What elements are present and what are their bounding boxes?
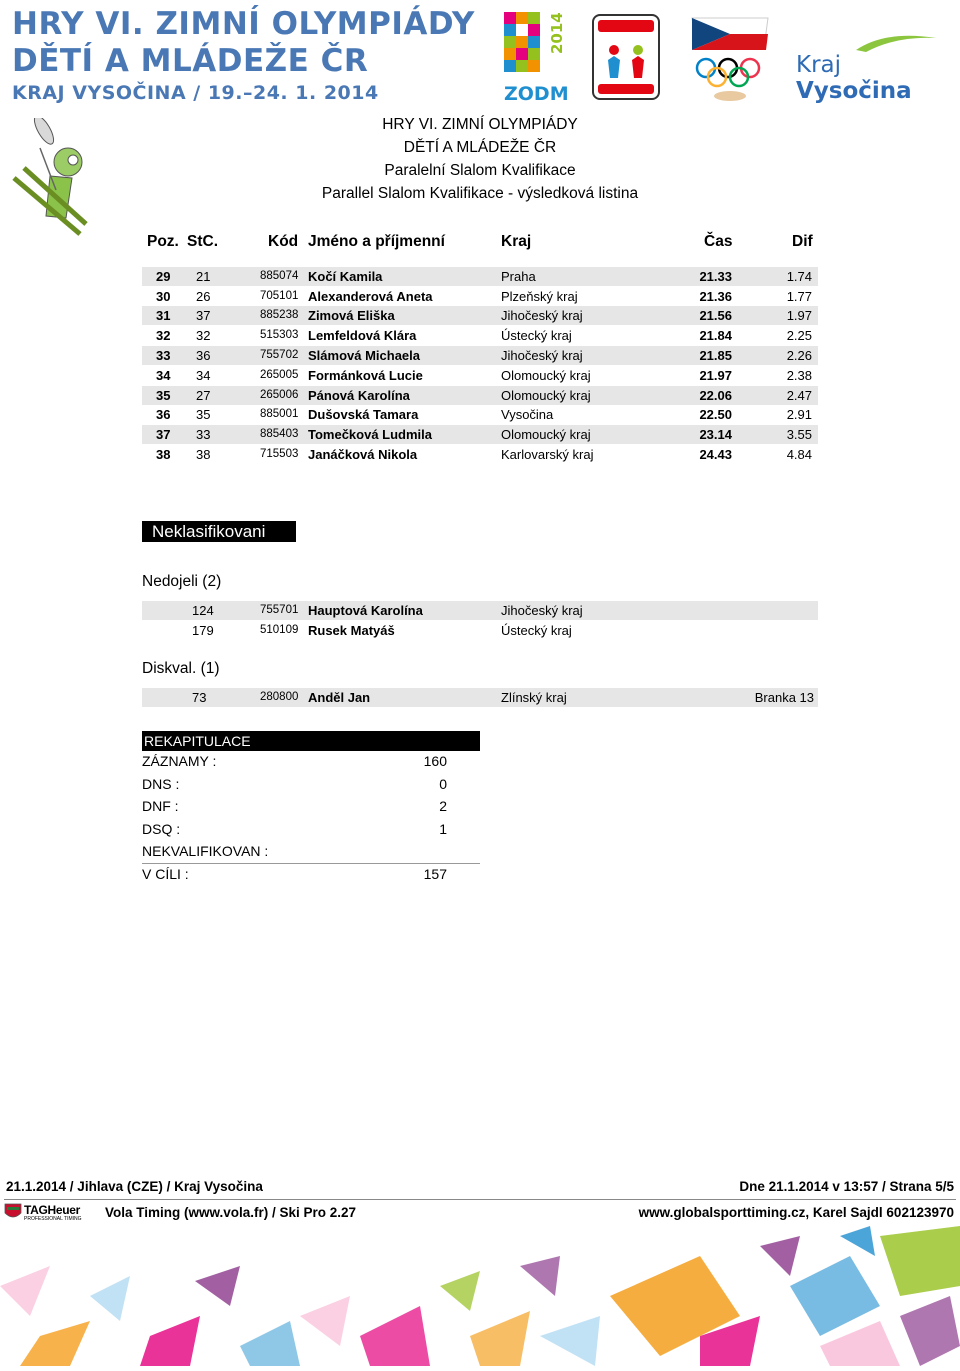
recap-value: 0 [439,776,447,792]
cell-stc: 32 [196,328,211,343]
col-header-kraj: Kraj [501,233,532,250]
dns-row [142,601,818,620]
recap-label: DSQ : [142,821,181,837]
cell-kraj: Olomoucký kraj [501,427,591,442]
olympiada-logo-icon [594,16,658,98]
cell-poz: 37 [156,427,171,442]
col-header-poz: Poz. [147,233,179,250]
cell-kraj: Jihočeský kraj [501,348,583,363]
cell-dif: 4.84 [786,447,812,462]
cell-kod: 885074 [260,270,299,282]
kraj-logo-text [796,52,960,104]
footer-date-page: Dne 21.1.2014 v 13:57 / Strana 5/5 [739,1179,954,1194]
cell-stc: 38 [196,447,211,462]
cell-stc: 21 [196,269,211,284]
cell-kod: 755701 [260,604,299,616]
tagheuer-logo [4,1203,100,1223]
decorative-pattern [0,1226,960,1366]
kraj-swoosh-icon [796,30,946,54]
cell-name: Pánová Karolína [308,388,410,403]
doc-title-line1: HRY VI. ZIMNÍ OLYMPIÁDY [382,116,578,133]
footer-timing-software: Vola Timing (www.vola.fr) / Ski Pro 2.27 [105,1205,357,1220]
cell-kod: 755702 [260,349,299,361]
cell-kraj: Olomoucký kraj [501,388,591,403]
zodm-logo [504,12,570,84]
cell-kraj: Jihočeský kraj [501,603,583,618]
doc-title-line3: Paralelní Slalom Kvalifikace [384,162,576,179]
doc-title-line2: DĚTÍ A MLÁDEŽE ČR [403,139,557,156]
dns-title: Nedojeli (2) [142,573,222,590]
cell-name: Kočí Kamila [308,269,383,284]
banner-title-line2: DĚTÍ A MLÁDEŽE ČR [12,43,369,79]
skiing-rabbit-icon [10,118,90,246]
cell-cas: 23.14 [699,427,732,442]
recap-label: DNF : [142,798,179,814]
cell-dif: 2.26 [786,348,812,363]
cell-cas: 21.85 [699,348,732,363]
recap-total-label: V CÍLI : [142,866,189,882]
decorative-diamonds [0,1226,960,1366]
tagheuer-sub: PROFESSIONAL TIMING [24,1216,82,1222]
table-row [142,425,818,444]
cell-poz: 32 [156,328,171,343]
cell-poz: 36 [156,407,171,422]
cell-note: Branka 13 [754,690,814,705]
cell-dif: 2.25 [786,328,812,343]
cell-kraj: Ústecký kraj [501,623,572,638]
cell-kraj: Jihočeský kraj [501,308,583,323]
cell-kraj: Vysočina [501,407,554,422]
cell-name: Janáčková Nikola [308,447,418,462]
zodm-year: 2014 [548,12,566,54]
cell-dif: 3.55 [786,427,812,442]
recap-value: 160 [423,753,447,769]
cell-kod: 515303 [260,329,299,341]
cell-kod: 885403 [260,428,299,440]
recap-label: ZÁZNAMY : [142,753,217,769]
cell-stc: 33 [196,427,211,442]
cell-stc: 34 [196,368,211,383]
dsq-title: Diskval. (1) [142,660,220,677]
recap-value: 1 [439,821,447,837]
tagheuer-shield-icon [4,1203,22,1221]
dsq-row [142,688,818,707]
col-header-cas: Čas [704,233,733,250]
kraj-logo-name: Vysočina [796,78,912,104]
cell-dif: 2.91 [786,407,812,422]
cell-name: Lemfeldová Klára [308,328,417,343]
cell-poz: 38 [156,447,171,462]
cell-kod: 265005 [260,369,299,381]
mascot-illustration [10,118,90,246]
cell-name: Dušovská Tamara [308,407,419,422]
cell-cas: 21.56 [699,308,732,323]
cell-stc: 35 [196,407,211,422]
banner-subtitle: KRAJ VYSOČINA / 19.–24. 1. 2014 [12,82,379,104]
cell-bib: 124 [192,603,214,618]
cell-kod: 265006 [260,389,299,401]
cell-kod: 885238 [260,309,299,321]
cell-poz: 31 [156,308,171,323]
cell-poz: 29 [156,269,171,284]
table-row [142,346,818,365]
recap-label: NEKVALIFIKOVAN : [142,843,269,859]
table-row [142,287,818,306]
zodm-label: ZODM [504,83,569,105]
cell-cas: 21.97 [699,368,732,383]
tagheuer-brand: TAGHeuer [24,1203,81,1217]
cell-name: Anděl Jan [308,690,371,705]
col-header-name: Jméno a příjmenní [308,233,445,250]
cell-kod: 280800 [260,691,299,703]
cell-kraj: Ústecký kraj [501,328,572,343]
cell-dif: 1.77 [786,289,812,304]
czech-flag-rings-icon [688,14,772,102]
olympiada-logo [592,14,660,100]
cell-name: Zimová Eliška [308,308,395,323]
cell-poz: 35 [156,388,171,403]
dns-row [142,621,818,640]
cell-cas: 21.84 [699,328,732,343]
cell-poz: 34 [156,368,171,383]
cell-name: Alexanderová Aneta [308,289,433,304]
col-header-dif: Dif [792,233,813,250]
banner-title-line1: HRY VI. ZIMNÍ OLYMPIÁDY [12,6,475,42]
table-row [142,267,818,286]
cell-name: Tomečková Ludmila [308,427,433,442]
cell-kod: 510109 [260,624,299,636]
cell-poz: 33 [156,348,171,363]
banner-title [12,6,475,80]
cell-stc: 37 [196,308,211,323]
cell-kod: 715503 [260,448,299,460]
cell-kod: 705101 [260,290,299,302]
cell-stc: 26 [196,289,211,304]
cell-dif: 1.74 [786,269,812,284]
recap-value: 2 [439,798,447,814]
footer-timing-contact: www.globalsporttiming.cz, Karel Sajdl 602123970 [638,1205,954,1220]
footer-divider [4,1199,956,1200]
table-row [142,445,818,464]
cell-name: Slámová Michaela [308,348,420,363]
table-row [142,306,818,325]
col-header-kod: Kód [268,233,299,250]
footer-event-info: 21.1.2014 / Jihlava (CZE) / Kraj Vysočina [6,1179,263,1194]
cell-poz: 30 [156,289,171,304]
doc-title-line4: Parallel Slalom Kvalifikace - výsledková listina [321,185,639,202]
cell-kraj: Plzeňský kraj [501,289,578,304]
cell-kraj: Praha [501,269,536,284]
cell-cas: 24.43 [699,447,732,462]
recap-label: DNS : [142,776,180,792]
recap-divider [142,863,480,864]
cell-stc: 36 [196,348,211,363]
cell-cas: 22.06 [699,388,732,403]
table-row [142,386,818,405]
cell-cas: 21.36 [699,289,732,304]
cell-dif: 1.97 [786,308,812,323]
table-row [142,326,818,345]
recap-total-value: 157 [423,866,447,882]
cell-kraj: Zlínský kraj [501,690,567,705]
cell-dif: 2.47 [786,388,812,403]
table-row [142,405,818,424]
cell-kod: 885001 [260,408,299,420]
recap-heading: REKAPITULACE [142,731,480,751]
cell-cas: 22.50 [699,407,732,422]
unclassified-heading: Neklasifikovani [142,521,296,542]
cell-name: Rusek Matyáš [308,623,395,638]
cell-kraj: Karlovarský kraj [501,447,594,462]
table-row [142,366,818,385]
cell-bib: 73 [192,690,207,705]
czech-olympic-logo [688,14,772,102]
cell-stc: 27 [196,388,211,403]
cell-dif: 2.38 [786,368,812,383]
cell-name: Formánková Lucie [308,368,423,383]
kraj-logo-prefix: Kraj [796,52,842,78]
cell-kraj: Olomoucký kraj [501,368,591,383]
cell-name: Hauptová Karolína [308,603,423,618]
col-header-stc: StC. [187,233,218,250]
cell-bib: 179 [192,623,214,638]
cell-cas: 21.33 [699,269,732,284]
